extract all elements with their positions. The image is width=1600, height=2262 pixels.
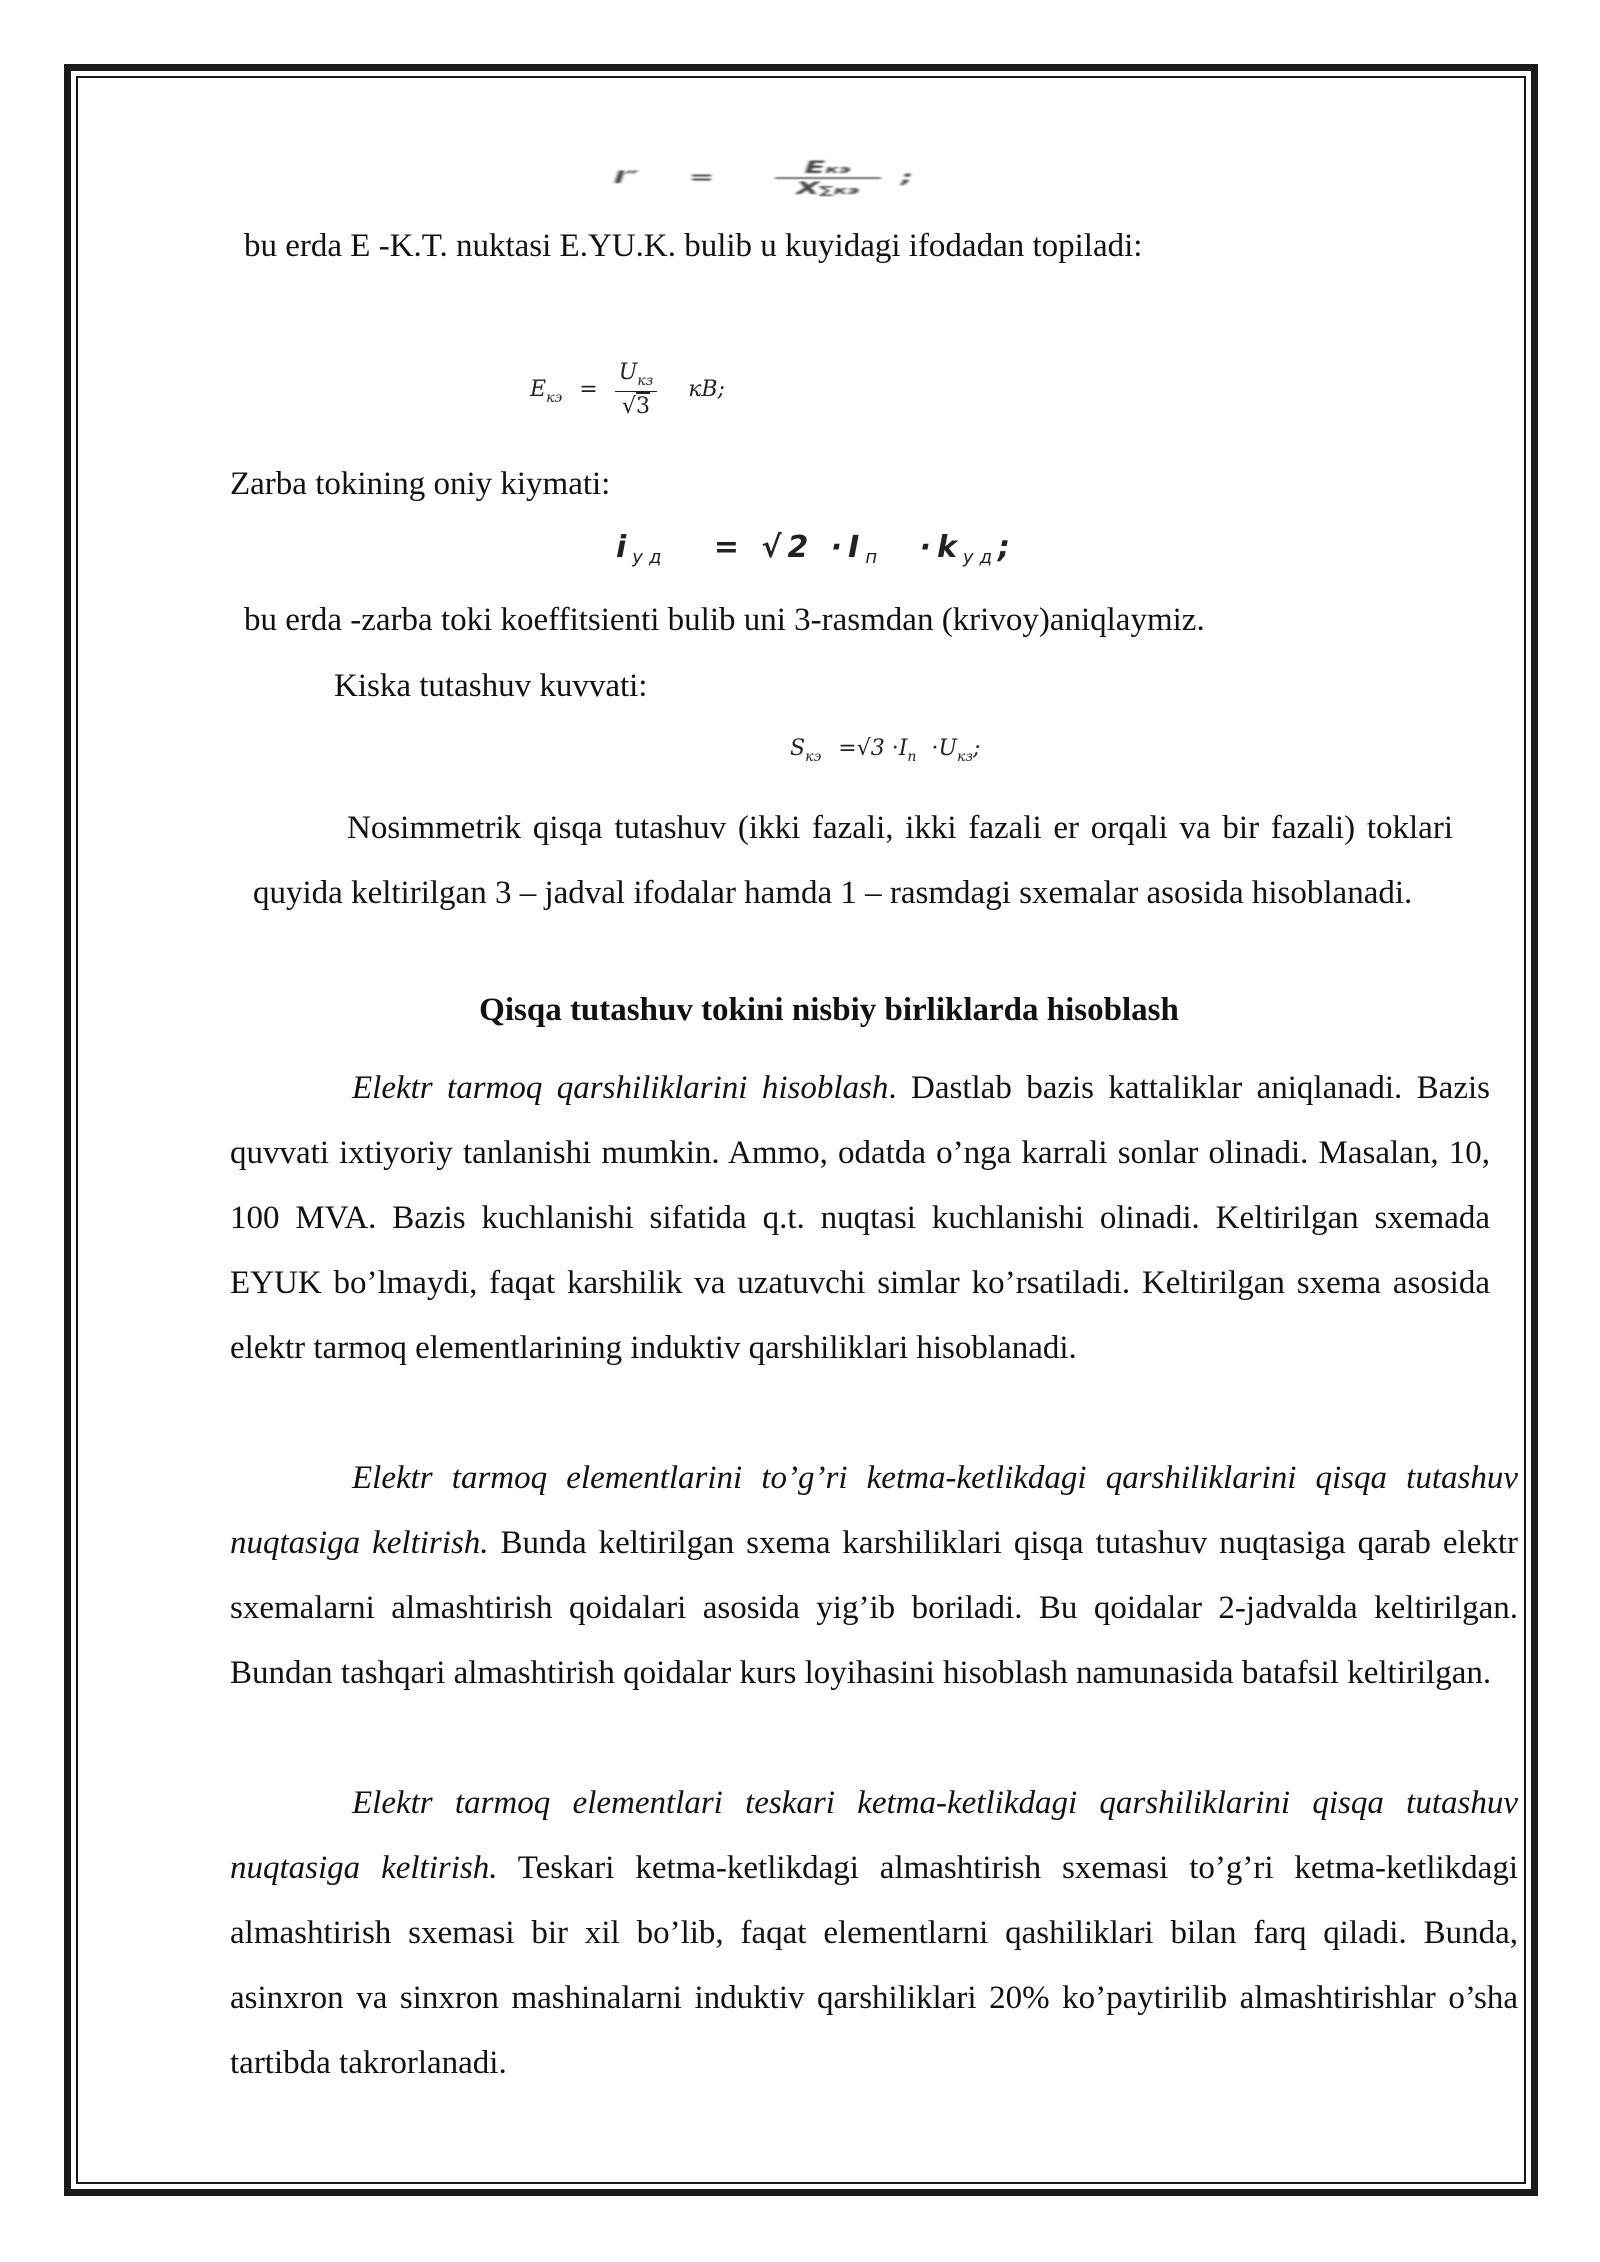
paragraph-negative-sequence-italic: Elektr tarmoq elementlari teskari ketma-ketlikdagi qarshiliklarini qisqa tutashuv nuqtasiga keltirish. xyxy=(230,1785,1518,1886)
text-line-4: Kiska tutashuv kuvvati: xyxy=(334,668,648,704)
formula-current-fraction xyxy=(775,158,881,198)
formula-emf-numerator xyxy=(615,360,658,392)
paragraph-nosimmetrik xyxy=(253,796,1453,926)
formula-current-denominator xyxy=(796,179,859,198)
formula-emf-num-symbol: U xyxy=(618,360,638,385)
formula-power-lhs: S xyxy=(790,736,806,761)
paragraph-positive-sequence xyxy=(230,1446,1518,1706)
formula-power-end: ; xyxy=(973,736,981,761)
paragraph-negative-sequence-text: Teskari ketma-ketlikdagi almashtirish sxemasi to’g’ri ketma-ketlikdagi almashtirish sxemasi bir xil bo’lib, faqat elementlarni qashiliklari bilan farq qiladi. Bunda, asinxron va sinxron mashinalarni induktiv qarshiliklari 20% ko’paytirilib almashtirishlar o’sha tartibda takrorlanadi. xyxy=(230,1850,1518,2081)
text-line-2: Zarba tokining oniy kiymati: xyxy=(230,466,611,502)
formula-emf-unit: кВ; xyxy=(688,376,725,402)
formula-shock-rhs-sub: п xyxy=(865,547,884,568)
formula-shock-lhs-sub: уд xyxy=(632,547,668,568)
formula-current-den-sub: ∑кэ xyxy=(819,183,860,197)
paragraph-resistances-italic: Elektr tarmoq qarshiliklarini hisoblash xyxy=(352,1070,889,1106)
formula-current-eq: = xyxy=(689,167,715,188)
formula-emf-lhs-sub: кэ xyxy=(546,389,563,406)
text-line-3: bu erda -zarba toki koeffitsienti bulib uni 3-rasmdan (krivoy)aniqlaymiz. xyxy=(244,602,1205,638)
formula-emf-denominator: √3 xyxy=(621,394,650,419)
formula-power xyxy=(790,736,980,765)
formula-current-num-symbol: E xyxy=(804,158,826,178)
text-line-1: bu erda E -K.T. nuktasi E.YU.K. bulib u kuyidagi ifodadan topiladi: xyxy=(244,228,1143,264)
formula-shock-end: ; xyxy=(998,530,1017,565)
formula-short-circuit-current xyxy=(614,158,1314,199)
paragraph-positive-sequence-italic: Elektr tarmoq elementlarini to’g’ri ketma-ketlikdagi qarshiliklarini qisqa tutashuv nuqtasiga keltirish. xyxy=(230,1460,1518,1561)
section-heading: Qisqa tutashuv tokini nisbiy birliklarda hisoblash xyxy=(479,992,1179,1028)
formula-power-lhs-sub: кэ xyxy=(805,749,822,765)
paragraph-positive-sequence-text: Bunda keltirilgan sxema karshiliklari qisqa tutashuv nuqtasiga qarab elektr sxemalarni almashtirish qoidalari asosida yig’ib boriladi. Bu qoidalar 2-jadvalda keltirilgan. Bundan tashqari almashtirish qoidalar kurs loyihasini hisoblash namunasida batafsil keltirilgan. xyxy=(230,1525,1519,1691)
formula-shock-lhs: i xyxy=(616,530,633,565)
formula-emf xyxy=(530,360,725,419)
paragraph-negative-sequence xyxy=(230,1771,1518,2096)
formula-shock-k-sub: уд xyxy=(962,547,999,568)
formula-current-num-sub: кэ xyxy=(825,162,851,176)
paragraph-nosimmetrik-text: Nosimmetrik qisqa tutashuv (ikki fazali, ikki fazali er orqali va bir fazali) toklari quyida keltirilgan 3 – jadval ifodalar hamda 1 – rasmdagi sxemalar asosida hisoblanadi. xyxy=(253,810,1453,911)
formula-emf-lhs-symbol: E xyxy=(530,376,547,402)
formula-power-u: ·U xyxy=(931,736,957,761)
formula-power-rhs-sub: п xyxy=(907,749,917,765)
formula-emf-num-sub: кз xyxy=(637,373,654,389)
formula-current-lhs: I″ xyxy=(614,167,639,188)
paragraph-resistances-text: . Dastlab bazis kattaliklar aniqlanadi. Bazis quvvati ixtiyoriy tanlanishi mumkin. Ammo, odatda o’nga karrali sonlar olinadi. Masalan, 10, 100 MVA. Bazis kuchlanishi sifatida q.t. nuqtasi kuchlanishi olinadi. Keltirilgan sxemada EYUK bo’lmaydi, faqat karshilik va uzatuvchi simlar ko’rsatiladi. Keltirilgan sxema asosida elektr tarmoq elementlarining induktiv qarshiliklari hisoblanadi. xyxy=(230,1070,1490,1366)
formula-current-numerator xyxy=(775,158,881,179)
formula-emf-den-value: 3 xyxy=(635,394,650,419)
formula-emf-fraction xyxy=(615,360,658,419)
paragraph-resistances xyxy=(230,1056,1490,1381)
formula-emf-eq: = xyxy=(579,376,598,402)
formula-shock-k: ·k xyxy=(919,530,963,565)
formula-emf-lhs xyxy=(530,376,563,406)
formula-shock-rhs: = √2 ·I xyxy=(713,530,866,565)
formula-current-den-symbol: X xyxy=(796,178,820,199)
formula-power-u-sub: кз xyxy=(957,749,973,765)
formula-power-rhs: =√3 ·I xyxy=(838,736,908,761)
formula-current-end: ; xyxy=(901,167,914,188)
formula-shock-current xyxy=(616,530,1016,568)
